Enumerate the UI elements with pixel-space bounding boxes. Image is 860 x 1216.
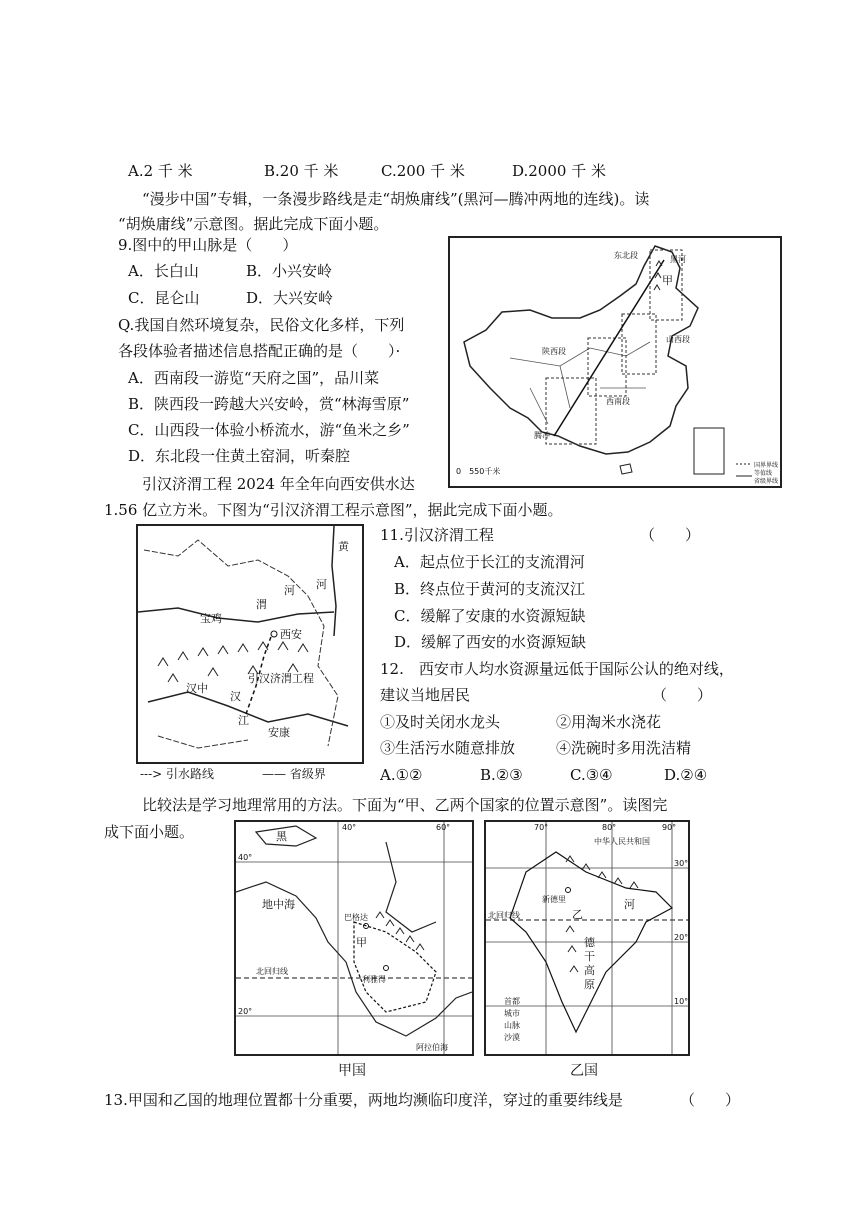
map4-deccan-1: 德 [584,936,595,949]
shaanxi-map-svg [138,526,362,762]
label-shaanxi: 陕西段 [542,347,566,356]
riyadh-marker [384,966,389,971]
map4-china: 中华人民共和国 [594,837,650,846]
caption-jia: 甲国 [338,1063,366,1079]
map3-tropic: 北回归线 [256,967,288,976]
map2-label-baoji: 宝鸡 [200,612,222,625]
label-shanxi: 山西段 [666,335,690,344]
map3-baghdad: 巴格达 [344,913,368,922]
hu-line [554,260,664,436]
q12-option-b: B.②③ [480,766,523,784]
q10-stem-line1: Q.我国自然环境复杂，民俗文化多样，下列 [118,316,405,334]
map4-lat10: 10° [674,997,688,1006]
q10-option-b: B．陕西段一跨越大兴安岭，赏“林海雪原” [128,395,410,413]
map3-jia: 甲 [356,936,367,949]
q11-option-d: D．缓解了西安的水资源短缺 [394,633,587,651]
map3-lat20: 20° [238,1007,253,1016]
caption-yi: 乙国 [570,1063,598,1079]
yi-map-svg [486,822,688,1054]
map3-lat40: 40° [238,853,253,862]
q10-option-a: A．西南段一游览“天府之国”，品川菜 [128,369,380,387]
q13-stem: 13.甲国和乙国的地理位置都十分重要，两地均濒临印度洋，穿过的重要纬线是 [104,1091,623,1109]
map4-yi: 乙 [572,908,583,921]
map4-tropic: 北回归线 [488,911,520,920]
shanxi-box [622,314,656,374]
map2-label-han: 汉 [230,690,241,703]
map4-lon70: 70° [534,823,549,832]
newdelhi-marker [566,888,571,893]
q8-option-a: A.2 千 米 [128,162,193,180]
q10-option-c: C．山西段一体验小桥流水，游“鱼米之乡” [128,421,410,439]
q12-item-4: ④洗碗时多用洗洁精 [556,739,692,757]
intro3-line2: 成下面小题。 [104,823,195,841]
q12-stem-line2: 建议当地居民 [380,686,471,704]
hu-huanyong-line-map [448,236,782,488]
map2-label-hanzhong: 汉中 [186,682,208,695]
map2-label-xian: 西安 [280,628,302,641]
yinhan-jiwei-map [136,524,364,764]
map4-lat20: 20° [674,933,688,942]
q8-option-b: B.20 千 米 [264,162,339,180]
intro2-line1: 引汉济渭工程 2024 年全年向西安供水达 [142,475,415,493]
map3-arabian: 阿拉伯海 [416,1043,448,1052]
map3-lon60: 60° [436,823,451,832]
map4-legend-desert: 沙漠 [504,1033,520,1042]
q11-option-c: C．缓解了安康的水资源短缺 [394,607,586,625]
q12-item-2: ②用淘米水浇花 [556,713,662,731]
province-lines [510,342,650,424]
intro1-line2: “胡焕庸线”示意图。据此完成下面小题。 [118,215,389,233]
map4-lat30: 30° [674,859,688,868]
south-sea-inset [694,428,724,474]
label-scale: 0 550千米 [456,467,501,476]
hainan-island [620,464,632,474]
q12-option-a: A.①② [380,766,423,784]
q10-option-d: D．东北段一住黄土窑洞，听秦腔 [128,447,351,465]
intro3-line1: 比较法是学习地理常用的方法。下面为“甲、乙两个国家的位置示意图”。读图完 [142,796,668,814]
label-heihe: 黑河 [670,255,686,264]
map4-lon90: 90° [662,823,677,832]
map2-label-river: 河 [284,584,295,597]
map3-sea-black: 黑 [276,830,287,843]
map4-legend-mountain: 山脉 [504,1021,520,1030]
map2-label-jiang: 江 [238,714,249,727]
country-jia-map [234,820,474,1056]
q11-option-a: A．起点位于长江的支流渭河 [394,553,585,571]
shaanxi-box [588,338,626,396]
intro2-line2: 1.56 亿立方米。下图为“引汉济渭工程示意图”，据此完成下面小题。 [104,501,563,519]
wei-river [138,608,334,622]
q12-item-3: ③生活污水随意排放 [380,739,516,757]
q10-stem-line2: 各段体验者描述信息搭配正确的是（ ）· [118,342,401,360]
map2-legend-border: —— 省级界 [262,767,326,781]
map3-lon40: 40° [342,823,357,832]
intro1-line1: “漫步中国”专辑，一条漫步路线是走“胡焕庸线”(黑河—腾冲两地的连线)。读 [142,190,650,208]
q8-option-c: C.200 千 米 [381,162,465,180]
q13-paren: （ ） [680,1091,741,1109]
country-yi-map [484,820,690,1056]
q11-stem: 11.引汉济渭工程 [380,526,494,544]
map4-deccan-4: 原 [584,978,595,991]
q9-option-c: C．昆仑山 [128,289,200,307]
q12-paren: （ ） [652,686,713,704]
map2-label-project: 引汉济渭工程 [248,672,314,685]
q11-option-b: B．终点位于黄河的支流汉江 [394,580,586,598]
q12-option-d: D.②④ [664,766,708,784]
label-northeast: 东北段 [614,251,638,260]
q8-option-d: D.2000 千 米 [512,162,606,180]
q9-stem: 9.图中的甲山脉是（ ） [118,236,298,254]
label-southwest: 西南段 [606,397,630,406]
jia-map-svg [236,822,472,1054]
q9-option-b: B．小兴安岭 [246,262,333,280]
map4-legend-city: 城市 [504,1009,520,1018]
map4-lon80: 80° [602,823,617,832]
legend3-label: 省级界线 [754,478,779,485]
map4-newdelhi: 新德里 [542,895,566,904]
label-tengchong: 腾冲 [534,431,550,440]
china-map-svg [450,238,780,486]
map2-label-huang: 黄 [338,540,349,553]
map4-deccan-3: 高 [584,964,595,977]
q12-stem-line1: 12. 西安市人均水资源量远低于国际公认的绝对线， [380,660,734,678]
map2-legend-water: ---> 引水路线 [140,767,215,781]
map3-riyadh: 利雅得 [362,975,386,984]
q12-option-c: C.③④ [570,766,613,784]
q9-option-d: D．大兴安岭 [246,289,334,307]
legend1-label: 国界界线 [754,462,779,469]
map2-label-ankang: 安康 [268,726,290,739]
map2-label-wei: 渭 [256,598,267,611]
legend2-label: 等值线 [754,470,773,477]
yellow-river [332,526,336,636]
q12-item-1: ①及时关闭水龙头 [380,713,501,731]
q9-option-a: A．长白山 [128,262,199,280]
q11-paren: （ ） [640,526,701,544]
map3-sea-med: 地中海 [262,898,295,911]
label-jia: 甲 [662,274,673,287]
map4-deccan-2: 干 [584,950,595,963]
map4-he: 河 [624,898,635,911]
map4-legend-capital: 首都 [504,997,520,1006]
map2-label-he: 河 [316,578,327,591]
